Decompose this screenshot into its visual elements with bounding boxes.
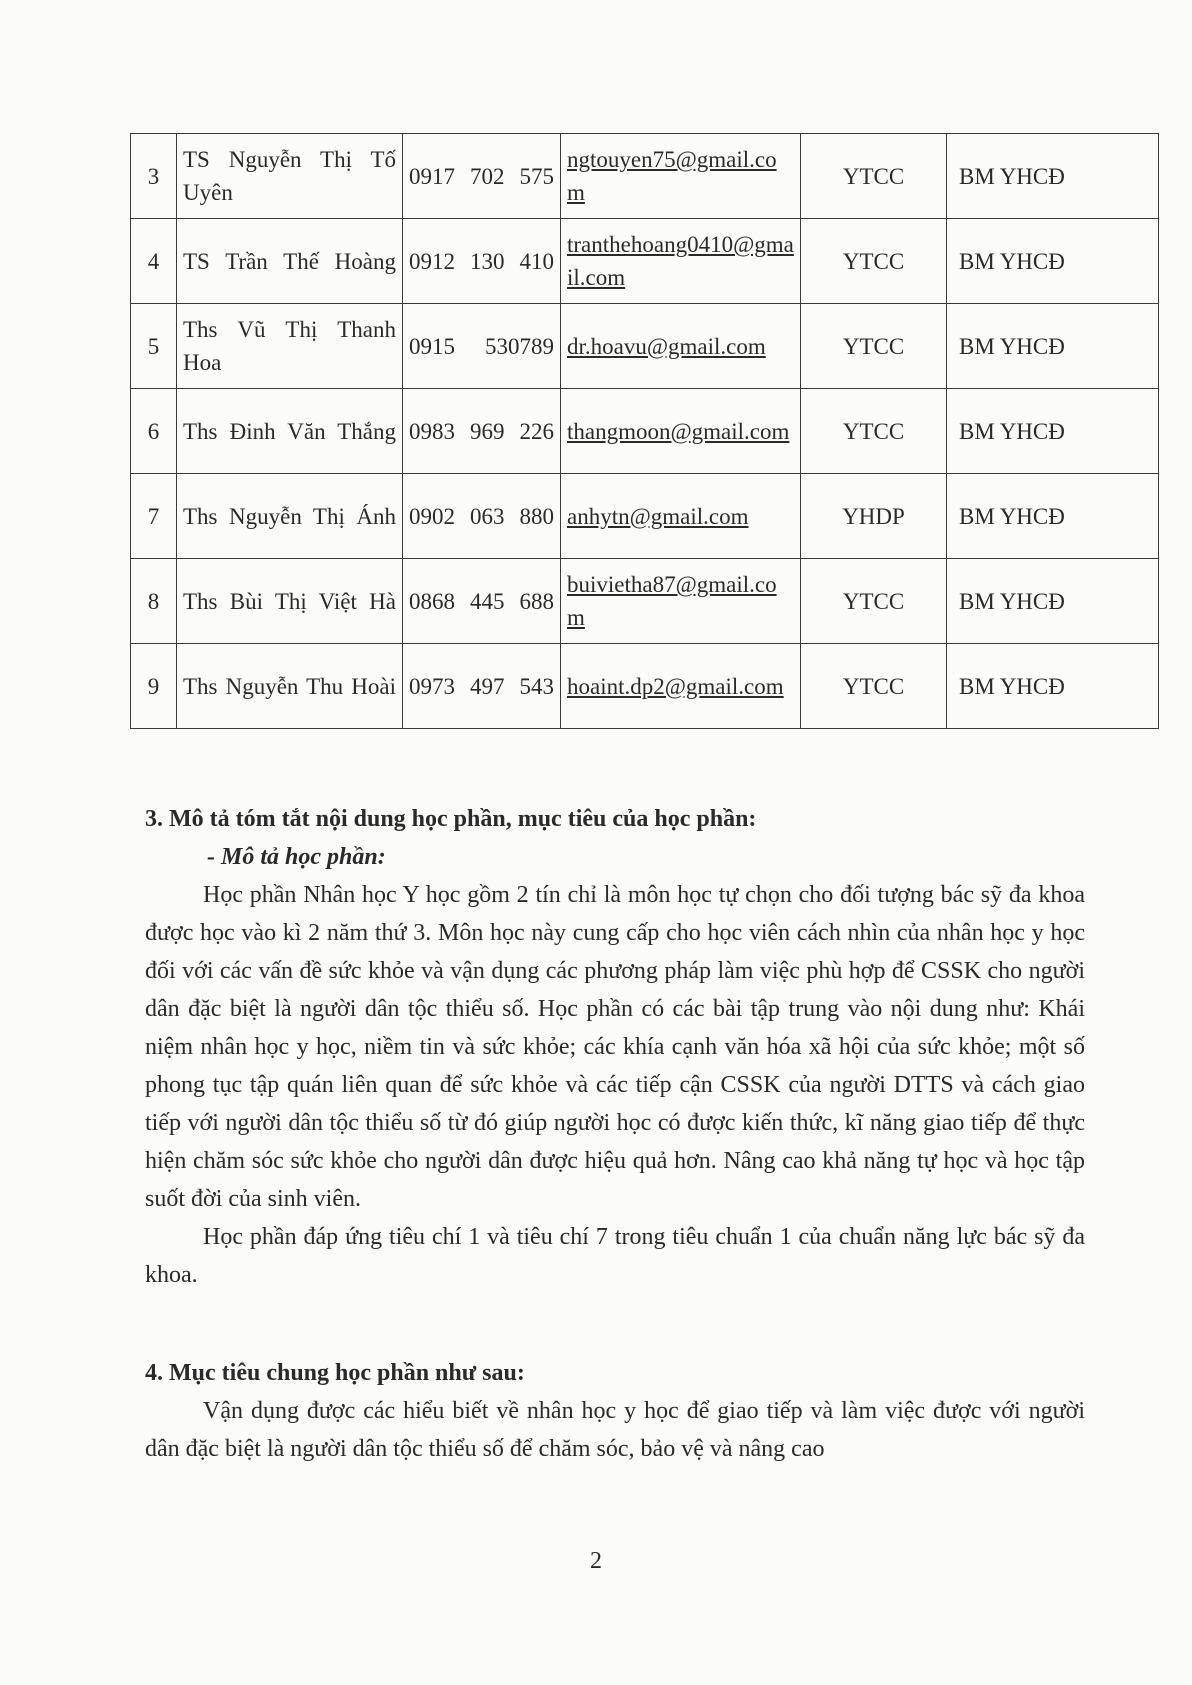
row-number: 8 (131, 559, 177, 644)
staff-department: BM YHCĐ (947, 304, 1159, 389)
staff-phone: 0915 530789 (403, 304, 561, 389)
table-row (131, 474, 1159, 559)
staff-email-link[interactable]: hoaint.dp2@gmail.com (561, 644, 801, 729)
row-number: 6 (131, 389, 177, 474)
staff-name: Ths Nguyễn Thu Hoài (177, 644, 403, 729)
course-description-subtitle: - Mô tả học phần: (207, 844, 386, 870)
staff-unit: YTCC (801, 389, 947, 474)
staff-unit: YTCC (801, 219, 947, 304)
row-number: 5 (131, 304, 177, 389)
staff-phone: 0973 497 543 (403, 644, 561, 729)
section-4-title: 4. Mục tiêu chung học phần như sau: (145, 1360, 525, 1386)
staff-email-link[interactable]: dr.hoavu@gmail.com (561, 304, 801, 389)
section-3 (145, 800, 1085, 1294)
table-row (131, 559, 1159, 644)
staff-department: BM YHCĐ (947, 559, 1159, 644)
staff-phone: 0983 969 226 (403, 389, 561, 474)
staff-email-link[interactable]: anhytn@gmail.com (561, 474, 801, 559)
staff-department: BM YHCĐ (947, 474, 1159, 559)
staff-name: TS Trần Thế Hoàng (177, 219, 403, 304)
staff-phone: 0912 130 410 (403, 219, 561, 304)
staff-name: Ths Nguyễn Thị Ánh (177, 474, 403, 559)
staff-phone: 0917 702 575 (403, 134, 561, 219)
staff-table-body (131, 134, 1159, 729)
row-number: 3 (131, 134, 177, 219)
table-row (131, 304, 1159, 389)
staff-email-link[interactable]: thangmoon@gmail.com (561, 389, 801, 474)
table-row (131, 219, 1159, 304)
staff-department: BM YHCĐ (947, 134, 1159, 219)
table-row (131, 644, 1159, 729)
staff-phone: 0868 445 688 (403, 559, 561, 644)
section-4 (145, 1354, 1085, 1468)
staff-table (130, 133, 1159, 729)
staff-unit: YHDP (801, 474, 947, 559)
staff-department: BM YHCĐ (947, 389, 1159, 474)
staff-unit: YTCC (801, 644, 947, 729)
course-competency-paragraph: Học phần đáp ứng tiêu chí 1 và tiêu chí 7 trong tiêu chuẩn 1 của chuẩn năng lực bác sỹ đa khoa. (145, 1224, 1085, 1288)
table-row (131, 134, 1159, 219)
staff-phone: 0902 063 880 (403, 474, 561, 559)
row-number: 7 (131, 474, 177, 559)
staff-name: Ths Vũ Thị Thanh Hoa (177, 304, 403, 389)
staff-name: TS Nguyễn Thị Tố Uyên (177, 134, 403, 219)
general-objective-paragraph: Vận dụng được các hiểu biết về nhân học y học để giao tiếp và làm việc được với người dân đặc biệt là người dân tộc thiểu số để chăm sóc, bảo vệ và nâng cao (145, 1398, 1085, 1462)
row-number: 9 (131, 644, 177, 729)
staff-email-link[interactable]: buivietha87@gmail.com (561, 559, 801, 644)
staff-unit: YTCC (801, 304, 947, 389)
table-row (131, 389, 1159, 474)
staff-name: Ths Bùi Thị Việt Hà (177, 559, 403, 644)
staff-department: BM YHCĐ (947, 219, 1159, 304)
staff-department: BM YHCĐ (947, 644, 1159, 729)
section-3-title: 3. Mô tả tóm tắt nội dung học phần, mục tiêu của học phần: (145, 806, 757, 832)
course-description-paragraph: Học phần Nhân học Y học gồm 2 tín chỉ là môn học tự chọn cho đối tượng bác sỹ đa khoa được học vào kì 2 năm thứ 3. Môn học này cung cấp cho học viên cách nhìn của nhân học y học đối với các vấn đề sức khỏe và vận dụng các phương pháp làm việc phù hợp để CSSK cho người dân đặc biệt là người dân tộc thiểu số. Học phần có các bài tập trung vào nội dung như: Khái niệm nhân học y học, niềm tin và sức khỏe; các khía cạnh văn hóa xã hội của sức khỏe; một số phong tục tập quán liên quan để sức khỏe và các tiếp cận CSSK của người DTTS và cách giao tiếp với người dân tộc thiểu số từ đó giúp người học có được kiến thức, kĩ năng giao tiếp để thực hiện chăm sóc sức khỏe cho người dân được hiệu quả hơn. Nâng cao khả năng tự học và học tập suốt đời của sinh viên. (145, 882, 1085, 1212)
staff-unit: YTCC (801, 134, 947, 219)
staff-unit: YTCC (801, 559, 947, 644)
page-number: 2 (590, 1548, 602, 1574)
staff-name: Ths Đinh Văn Thắng (177, 389, 403, 474)
staff-email-link[interactable]: ngtouyen75@gmail.com (561, 134, 801, 219)
staff-email-link[interactable]: tranthehoang0410@gmail.com (561, 219, 801, 304)
row-number: 4 (131, 219, 177, 304)
